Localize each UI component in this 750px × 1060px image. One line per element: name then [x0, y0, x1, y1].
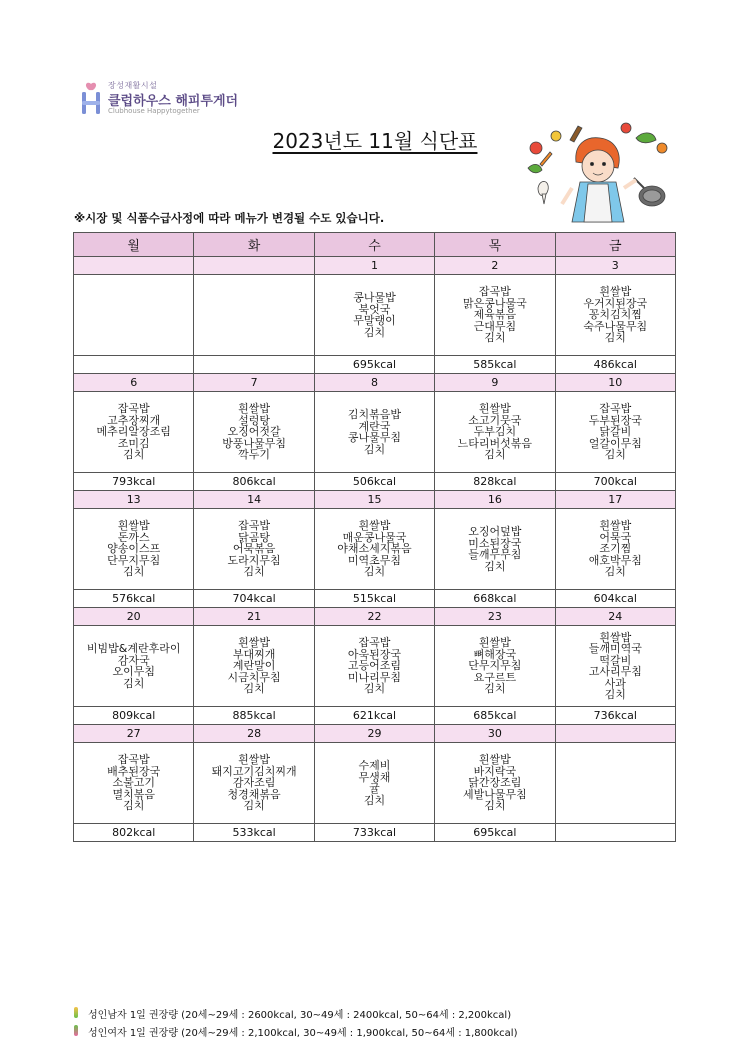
menu-item: 흰쌀밥 — [238, 402, 271, 416]
menu-cell — [435, 626, 555, 707]
menu-cell — [194, 626, 314, 707]
menu-item: 김치 — [243, 682, 265, 696]
menu-item: 김치 — [123, 676, 145, 690]
menu-item: 뼈해장국 — [473, 647, 517, 661]
menu-row — [74, 509, 676, 590]
menu-item: 김치 — [604, 331, 626, 345]
menu-item: 맑은콩나물국 — [462, 296, 527, 310]
menu-item: 고등어조림 — [347, 659, 402, 673]
menu-item: 부대찌개 — [232, 647, 276, 661]
menu-item: 두부김치 — [473, 425, 517, 439]
menu-item: 얼갈이무침 — [588, 436, 642, 450]
menu-row — [74, 743, 676, 824]
calorie-cell: 486kcal — [555, 356, 675, 374]
menu-cell — [74, 392, 194, 473]
calorie-cell: 515kcal — [314, 590, 434, 608]
menu-item: 청경채볶음 — [227, 787, 281, 801]
page-title: 2023년도 11월 식단표 — [272, 129, 478, 153]
logo-small-text: 장성재활시설 — [108, 81, 158, 90]
menu-cell — [194, 275, 314, 356]
menu-item: 잡곡밥 — [238, 519, 271, 533]
menu-item: 김치 — [604, 565, 626, 579]
calorie-row — [74, 590, 676, 608]
menu-cell — [314, 509, 434, 590]
menu-item: 잡곡밥 — [358, 636, 391, 650]
menu-cell — [194, 509, 314, 590]
menu-item: 고추장찌개 — [107, 413, 161, 427]
calorie-cell: 585kcal — [435, 356, 555, 374]
menu-item: 멸치볶음 — [112, 787, 155, 801]
calorie-cell: 576kcal — [74, 590, 194, 608]
menu-item: 바지락국 — [473, 764, 517, 778]
menu-item: 김치 — [484, 331, 506, 345]
calorie-cell: 685kcal — [435, 707, 555, 725]
logo-main-text: 클럽하우스 해피투게더 — [108, 94, 239, 109]
footer-text: 성인여자 1일 권장량 (20세~29세 : 2,100kcal, 30~49세 : 1,900kcal, 50~64세 : 1,800kcal) — [88, 1028, 518, 1039]
menu-item: 시금치무침 — [227, 670, 281, 684]
date-row — [74, 608, 676, 626]
menu-item: 김치 — [123, 565, 145, 579]
date-cell: 27 — [74, 725, 194, 743]
calorie-cell — [194, 356, 314, 374]
menu-item: 돼지고기김치찌개 — [211, 764, 297, 778]
menu-cell — [435, 743, 555, 824]
menu-item: 닭간장조림 — [468, 776, 522, 790]
menu-item: 미소된장국 — [468, 536, 522, 550]
menu-item: 김치 — [484, 682, 506, 696]
weekday-header-fri: 금 — [555, 233, 675, 257]
menu-item: 우거지된장국 — [583, 296, 648, 310]
calorie-cell: 733kcal — [314, 824, 434, 842]
date-cell: 24 — [555, 608, 675, 626]
date-row — [74, 725, 676, 743]
date-cell: 29 — [314, 725, 434, 743]
menu-cell — [314, 392, 434, 473]
weekday-header-row — [74, 233, 676, 257]
menu-item: 북엇국 — [358, 302, 391, 316]
menu-item: 도라지무침 — [227, 553, 281, 567]
menu-item: 조미김 — [117, 436, 150, 450]
menu-cell — [74, 743, 194, 824]
menu-item: 흰쌀밥 — [478, 753, 511, 767]
menu-item: 비빔밥&계란후라이 — [86, 642, 181, 655]
date-cell: 8 — [314, 374, 434, 392]
date-cell: 21 — [194, 608, 314, 626]
menu-item: 콩나물무침 — [347, 431, 402, 444]
calorie-cell: 695kcal — [314, 356, 434, 374]
logo-sub-text: Clubhouse Happytogether — [108, 107, 200, 115]
date-cell: 7 — [194, 374, 314, 392]
calorie-cell: 736kcal — [555, 707, 675, 725]
menu-item: 계란국 — [358, 419, 391, 433]
date-row — [74, 374, 676, 392]
menu-cell — [314, 743, 434, 824]
menu-item: 양송이스프 — [107, 542, 161, 556]
menu-cell — [314, 275, 434, 356]
menu-item: 미나리무침 — [347, 670, 402, 684]
date-cell: 23 — [435, 608, 555, 626]
menu-item: 김치 — [363, 682, 386, 696]
menu-cell — [74, 275, 194, 356]
date-cell: 30 — [435, 725, 555, 743]
menu-item: 미역초무침 — [347, 553, 402, 567]
date-cell: 1 — [314, 257, 434, 275]
menu-item: 김치 — [243, 565, 265, 579]
menu-item: 제육볶음 — [473, 308, 517, 322]
menu-item: 애호박무침 — [588, 553, 642, 567]
menu-item: 수제비 — [358, 759, 391, 772]
menu-item: 김치 — [363, 793, 386, 807]
calorie-cell: 604kcal — [555, 590, 675, 608]
meal-menu-table — [73, 232, 676, 842]
menu-item: 무말랭이 — [353, 314, 396, 327]
menu-item: 잡곡밥 — [117, 402, 150, 416]
menu-item: 배추된장국 — [107, 764, 161, 778]
menu-cell — [314, 626, 434, 707]
date-cell — [555, 725, 675, 743]
menu-cell — [435, 509, 555, 590]
menu-item: 들깨미역국 — [588, 642, 642, 655]
menu-item: 소불고기 — [112, 776, 155, 790]
menu-item: 잡곡밥 — [117, 753, 150, 767]
date-row — [74, 257, 676, 275]
menu-item: 김치 — [604, 688, 626, 701]
menu-cell — [555, 392, 675, 473]
date-cell: 9 — [435, 374, 555, 392]
calorie-cell: 695kcal — [435, 824, 555, 842]
weekday-header-thu: 목 — [435, 233, 555, 257]
menu-item: 오이무침 — [112, 665, 155, 678]
menu-item: 콩나물밥 — [353, 291, 396, 304]
date-cell — [194, 257, 314, 275]
calorie-cell: 704kcal — [194, 590, 314, 608]
date-cell: 17 — [555, 491, 675, 509]
menu-item: 잡곡밥 — [599, 402, 632, 416]
menu-item: 흰쌀밥 — [599, 630, 632, 644]
menu-cell — [74, 626, 194, 707]
calorie-row — [74, 356, 676, 374]
menu-cell — [435, 275, 555, 356]
calorie-row — [74, 707, 676, 725]
date-cell: 22 — [314, 608, 434, 626]
menu-row — [74, 275, 676, 356]
date-cell: 28 — [194, 725, 314, 743]
menu-item: 잡곡밥 — [478, 285, 511, 299]
menu-item: 숙주나물무침 — [583, 319, 648, 333]
menu-item: 깍두기 — [238, 448, 271, 462]
menu-item: 김치 — [363, 325, 386, 339]
menu-item: 흰쌀밥 — [599, 519, 632, 533]
bullet-icon — [74, 1025, 78, 1036]
menu-cell — [555, 275, 675, 356]
calorie-row — [74, 824, 676, 842]
date-cell: 2 — [435, 257, 555, 275]
menu-cell — [555, 509, 675, 590]
calorie-cell: 668kcal — [435, 590, 555, 608]
menu-item: 방풍나물무침 — [222, 436, 286, 450]
date-cell — [74, 257, 194, 275]
menu-item: 오징어덮밥 — [468, 525, 522, 538]
menu-item: 닭곰탕 — [238, 530, 271, 544]
menu-item: 흰쌀밥 — [238, 636, 271, 650]
weekday-header-tue: 화 — [194, 233, 314, 257]
calorie-cell: 809kcal — [74, 707, 194, 725]
calorie-cell: 700kcal — [555, 473, 675, 491]
menu-item: 매운콩나물국 — [342, 530, 407, 544]
menu-item: 흰쌀밥 — [358, 519, 391, 533]
menu-item: 김치 — [123, 448, 145, 462]
menu-item: 김치 — [123, 799, 145, 813]
menu-item: 조기찜 — [599, 542, 632, 556]
menu-row — [74, 626, 676, 707]
menu-item: 김치 — [363, 442, 386, 456]
menu-item: 돈까스 — [117, 530, 150, 544]
menu-item: 사과 — [604, 676, 626, 690]
footer-male-recommendation — [88, 1006, 511, 1021]
menu-item: 계란말이 — [232, 659, 276, 673]
menu-item: 소고기뭇국 — [468, 413, 522, 427]
menu-item: 김치 — [484, 799, 506, 813]
menu-item: 감자조림 — [232, 776, 276, 790]
menu-cell — [435, 392, 555, 473]
menu-item: 김치 — [243, 799, 265, 813]
menu-item: 느타리버섯볶음 — [457, 436, 533, 450]
menu-item: 어묵볶음 — [232, 542, 276, 556]
menu-item: 꽁치김치찜 — [588, 308, 642, 322]
date-cell: 13 — [74, 491, 194, 509]
menu-item: 설렁탕 — [238, 413, 271, 427]
date-row — [74, 491, 676, 509]
menu-item: 아욱된장국 — [347, 647, 402, 661]
menu-item: 들깨무무침 — [468, 548, 522, 561]
calorie-row — [74, 473, 676, 491]
date-cell: 20 — [74, 608, 194, 626]
menu-cell — [555, 743, 675, 824]
calorie-cell: 533kcal — [194, 824, 314, 842]
calorie-cell: 802kcal — [74, 824, 194, 842]
menu-item: 흰쌀밥 — [599, 285, 632, 299]
menu-item: 메추리알장조림 — [96, 425, 171, 439]
weekday-header-wed: 수 — [314, 233, 434, 257]
menu-item: 단무지무침 — [468, 659, 522, 673]
menu-item: 두부된장국 — [588, 413, 642, 427]
menu-cell — [194, 743, 314, 824]
menu-item: 김치 — [363, 565, 386, 579]
menu-item: 야채소세지볶음 — [337, 542, 412, 556]
calorie-cell: 885kcal — [194, 707, 314, 725]
menu-item: 세발나물무침 — [462, 787, 527, 801]
date-cell: 10 — [555, 374, 675, 392]
menu-cell — [74, 509, 194, 590]
menu-item: 김치 — [484, 448, 506, 462]
calorie-cell — [555, 824, 675, 842]
bullet-icon — [74, 1007, 78, 1018]
menu-item: 흰쌀밥 — [478, 402, 511, 416]
menu-item: 귤 — [369, 782, 380, 795]
menu-item: 고사리무침 — [588, 665, 642, 678]
calorie-cell: 828kcal — [435, 473, 555, 491]
calorie-cell: 806kcal — [194, 473, 314, 491]
menu-item: 무생채 — [358, 770, 391, 784]
calorie-cell: 793kcal — [74, 473, 194, 491]
footer-text: 성인남자 1일 권장량 (20세~29세 : 2600kcal, 30~49세 : 2400kcal, 50~64세 : 2,200kcal) — [88, 1010, 512, 1021]
menu-item: 닭갈비 — [599, 425, 632, 439]
menu-item: 요구르트 — [473, 670, 517, 684]
date-cell: 15 — [314, 491, 434, 509]
menu-cell — [555, 626, 675, 707]
menu-item: 단무지무침 — [107, 553, 161, 567]
menu-item: 김치 — [484, 559, 506, 573]
calorie-cell: 506kcal — [314, 473, 434, 491]
menu-cell — [194, 392, 314, 473]
menu-item: 흰쌀밥 — [478, 636, 511, 650]
notice-text: ※시장 및 식품수급사정에 따라 메뉴가 변경될 수도 있습니다. — [74, 211, 385, 225]
weekday-header-mon: 월 — [74, 233, 194, 257]
date-cell: 3 — [555, 257, 675, 275]
menu-item: 떡갈비 — [599, 653, 632, 667]
menu-row — [74, 392, 676, 473]
calorie-cell — [74, 356, 194, 374]
calorie-cell: 621kcal — [314, 707, 434, 725]
date-cell: 16 — [435, 491, 555, 509]
clubhouse-logo — [80, 80, 250, 120]
menu-item: 오징어젓갈 — [227, 425, 281, 439]
menu-item: 어묵국 — [599, 530, 632, 544]
menu-item: 근대무침 — [473, 319, 517, 333]
menu-item: 감자국 — [117, 653, 150, 667]
menu-item: 흰쌀밥 — [117, 519, 150, 533]
date-cell: 6 — [74, 374, 194, 392]
menu-item: 흰쌀밥 — [238, 753, 271, 767]
footer-female-recommendation — [88, 1024, 517, 1039]
date-cell: 14 — [194, 491, 314, 509]
logo-h-icon — [80, 82, 102, 116]
menu-item: 김치볶음밥 — [347, 408, 402, 421]
menu-item: 김치 — [604, 448, 626, 462]
chef-illustration-icon — [526, 118, 676, 228]
